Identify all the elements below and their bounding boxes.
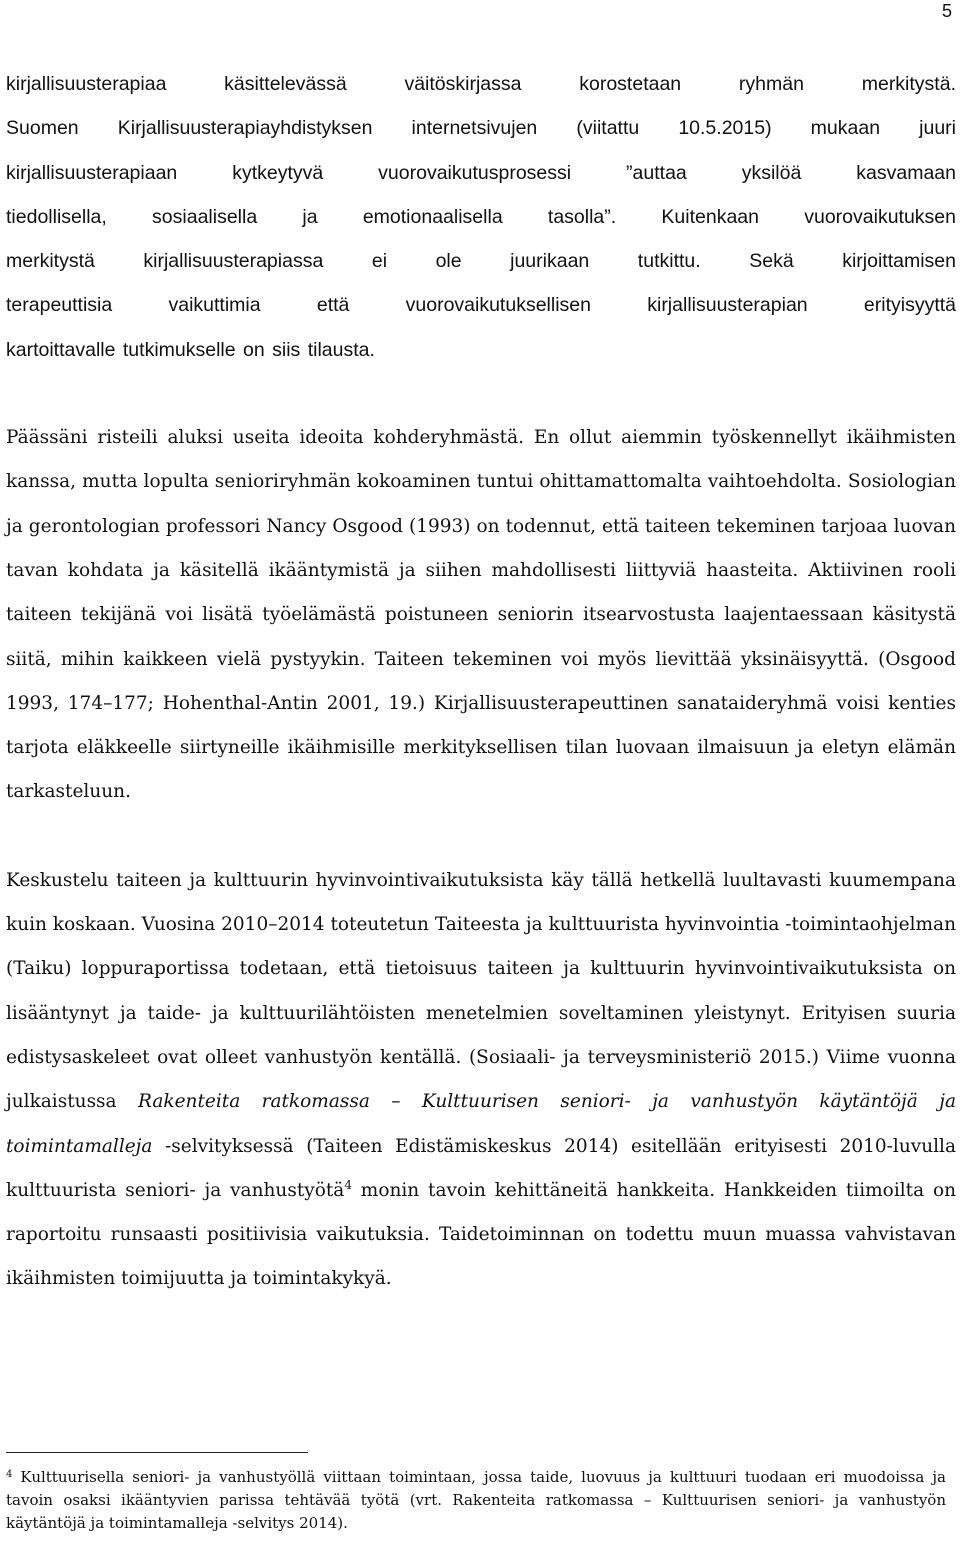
- footnote-number: 4: [6, 1469, 13, 1480]
- paragraph-3-text: -selvityksessä (Taiteen Edistämiskeskus 2014) esitellään erityisesti 2010-luvulla kulttuurista seniori- ja vanhustyötä: [6, 1135, 956, 1201]
- paragraph-spacer: [6, 815, 956, 859]
- paragraph-1-line: kartoittavalle tutkimukselle on siis tilausta.: [6, 338, 375, 361]
- paragraph-1-line: kirjallisuusterapiaan kytkeytyvä vuorovaikutusprosessi ”auttaa yksilöä kasvamaan: [6, 161, 956, 184]
- paragraph-1: [6, 62, 956, 372]
- page-number: 5: [941, 1, 952, 21]
- footnote-reference[interactable]: 4: [344, 1177, 352, 1192]
- footnote-text: Kulttuurisella seniori- ja vanhustyöllä viittaan toimintaan, jossa taide, luovuus ja kulttuuri tuodaan eri muodoissa ja tavoin osaksi ikääntyvien parissa tehtävää työtä (vrt. Rakenteita ratkomassa – Kulttuurisen seniori- ja vanhustyön käytäntöjä ja toimintamalleja -selvitys 2014).: [6, 1468, 946, 1532]
- paragraph-2: Päässäni risteili aluksi useita ideoita kohderyhmästä. En ollut aiemmin työskennellyt ikäihmisten kanssa, mutta lopulta senioriryhmän kokoaminen tuntui ohittamattomalta vaihtoehdolta. Sosiologian ja gerontologian professori Nancy Osgood (1993) on todennut, että taiteen tekeminen tarjoaa luovan tavan kohdata ja käsitellä ikääntymistä ja siihen mahdollisesti liittyviä haasteita. Aktiivinen rooli taiteen tekijänä voi lisätä työelämästä poistuneen seniorin itsearvostusta laajentaessaan käsitystä siitä, mihin kaikkeen vielä pystyykin. Taiteen tekeminen voi myös lievittää yksinäisyyttä. (Osgood 1993, 174–177; Hohenthal-Antin 2001, 19.) Kirjallisuusterapeuttinen sanataideryhmä voisi kenties tarjota eläkkeelle siirtyneille ikäihmisille merkityksellisen tilan luovaan ilmaisuun ja eletyn elämän tarkasteluun.: [6, 427, 956, 803]
- document-body: [6, 62, 956, 1302]
- paragraph-1-line: merkitystä kirjallisuusterapiassa ei ole juurikaan tutkittu. Sekä kirjoittamisen: [6, 250, 956, 273]
- footnote-divider: [6, 1452, 308, 1453]
- paragraph-spacer: [6, 372, 956, 416]
- paragraph-1-line: Suomen Kirjallisuusterapiayhdistyksen internetsivujen (viitattu 10.5.2015) mukaan juuri: [6, 117, 956, 140]
- paragraph-1-line: tiedollisella, sosiaalisella ja emotionaalisella tasolla”. Kuitenkaan vuorovaikutuksen: [6, 205, 956, 228]
- report-title: Rakenteita ratkomassa – Kulttuurisen seniori- ja vanhustyön käytäntöjä ja toimintamalleja: [6, 1091, 956, 1157]
- paragraph-3-text: monin tavoin kehittäneitä hankkeita. Hankkeiden tiimoilta on raportoitu runsaasti positiivisia vaikutuksia. Taidetoiminnan on todettu muun muassa vahvistavan ikäihmisten toimijuutta ja toimintakykyä.: [6, 1179, 956, 1290]
- paragraph-3: [6, 859, 956, 1302]
- paragraph-1-line: kirjallisuusterapiaa käsittelevässä väitöskirjassa korostetaan ryhmän merkitystä.: [6, 73, 956, 95]
- footnote-4: [6, 1466, 946, 1535]
- paragraph-3-text: Keskustelu taiteen ja kulttuurin hyvinvointivaikutuksista käy tällä hetkellä luultavasti kuumempana kuin koskaan. Vuosina 2010–2014 toteutetun Taiteesta ja kulttuurista hyvinvointia -toimintaohjelman (Taiku) loppuraportissa todetaan, että tietoisuus taiteen ja kulttuurin hyvinvointivaikutuksista on lisääntynyt ja taide- ja kulttuurilähtöisten menetelmien soveltaminen yleistynyt. Erityisen suuria edistysaskeleet ovat olleet vanhustyön kentällä. (Sosiaali- ja terveysministeriö 2015.) Viime vuonna julkaistussa: [6, 869, 956, 1113]
- footnotes: [6, 1466, 946, 1535]
- paragraph-1-line: terapeuttisia vaikuttimia että vuorovaikutuksellisen kirjallisuusterapian erityisyyttä: [6, 294, 956, 317]
